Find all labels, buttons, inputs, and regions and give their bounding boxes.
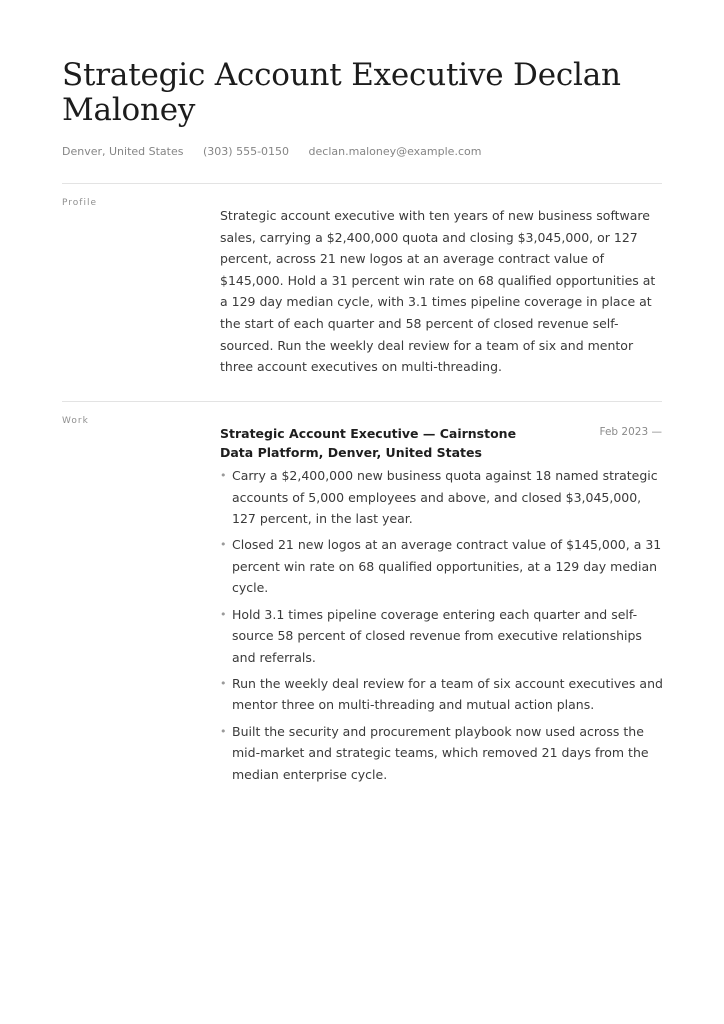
contact-location: Denver, United States <box>62 145 184 158</box>
profile-summary: Strategic account executive with ten years of new business software sales, carrying a $2,400,000 quota and closing $3,045,000, or 127 percent, across 21 new logos at an average contract value of $145,000. Hold a 31 percent win rate on 68 qualified opportunities at a 129 day median cycle, with 3.1 times pipeline coverage in place at the start of each quarter and 58 percent of closed revenue self-sourced. Run the weekly deal review for a team of six and mentor three account executives on multi-threading. <box>220 208 656 375</box>
job-bullet <box>220 721 664 786</box>
job-title: Strategic Account Executive — Cairnstone Data Platform, Denver, United States <box>220 426 517 460</box>
job-bullet-text: Hold 3.1 times pipeline coverage entering each quarter and self-source 58 percent of closed revenue from executive relationships and referrals. <box>232 606 642 665</box>
job-bullet <box>220 465 664 530</box>
job-dates: Feb 2023 — <box>599 426 662 438</box>
job-bullet-list <box>220 465 664 790</box>
job-bullet <box>220 534 664 599</box>
job-bullet-text: Carry a $2,400,000 new business quota against 18 named strategic accounts of 5,000 employees and above, and closed $3,045,000, 127 percent, in the last year. <box>232 468 658 527</box>
candidate-name: Strategic Account Executive Declan Maloney <box>62 57 621 128</box>
job-bullet <box>220 673 664 716</box>
contact-email: declan.maloney@example.com <box>308 145 482 158</box>
divider-work <box>62 401 662 402</box>
job-bullet-text: Run the weekly deal review for a team of six account executives and mentor three on multi-threading and mutual action plans. <box>232 675 663 713</box>
job-bullet-text: Built the security and procurement playbook now used across the mid-market and strategic teams, which removed 21 days from the median enterprise cycle. <box>232 723 649 782</box>
job-bullet <box>220 604 664 669</box>
bullet-dot-icon: • <box>220 724 227 738</box>
divider-profile <box>62 183 662 184</box>
section-label-profile: Profile <box>62 198 97 208</box>
bullet-dot-icon: • <box>220 676 227 690</box>
bullet-dot-icon: • <box>220 607 227 621</box>
contact-line <box>62 144 497 159</box>
job-bullet-text: Closed 21 new logos at an average contract value of $145,000, a 31 percent win rate on 68 qualified opportunities, at a 129 day median cycle. <box>232 537 662 596</box>
bullet-dot-icon: • <box>220 469 227 482</box>
section-label-work: Work <box>62 416 89 426</box>
bullet-dot-icon: • <box>220 538 227 552</box>
contact-phone: (303) 555-0150 <box>203 145 290 158</box>
